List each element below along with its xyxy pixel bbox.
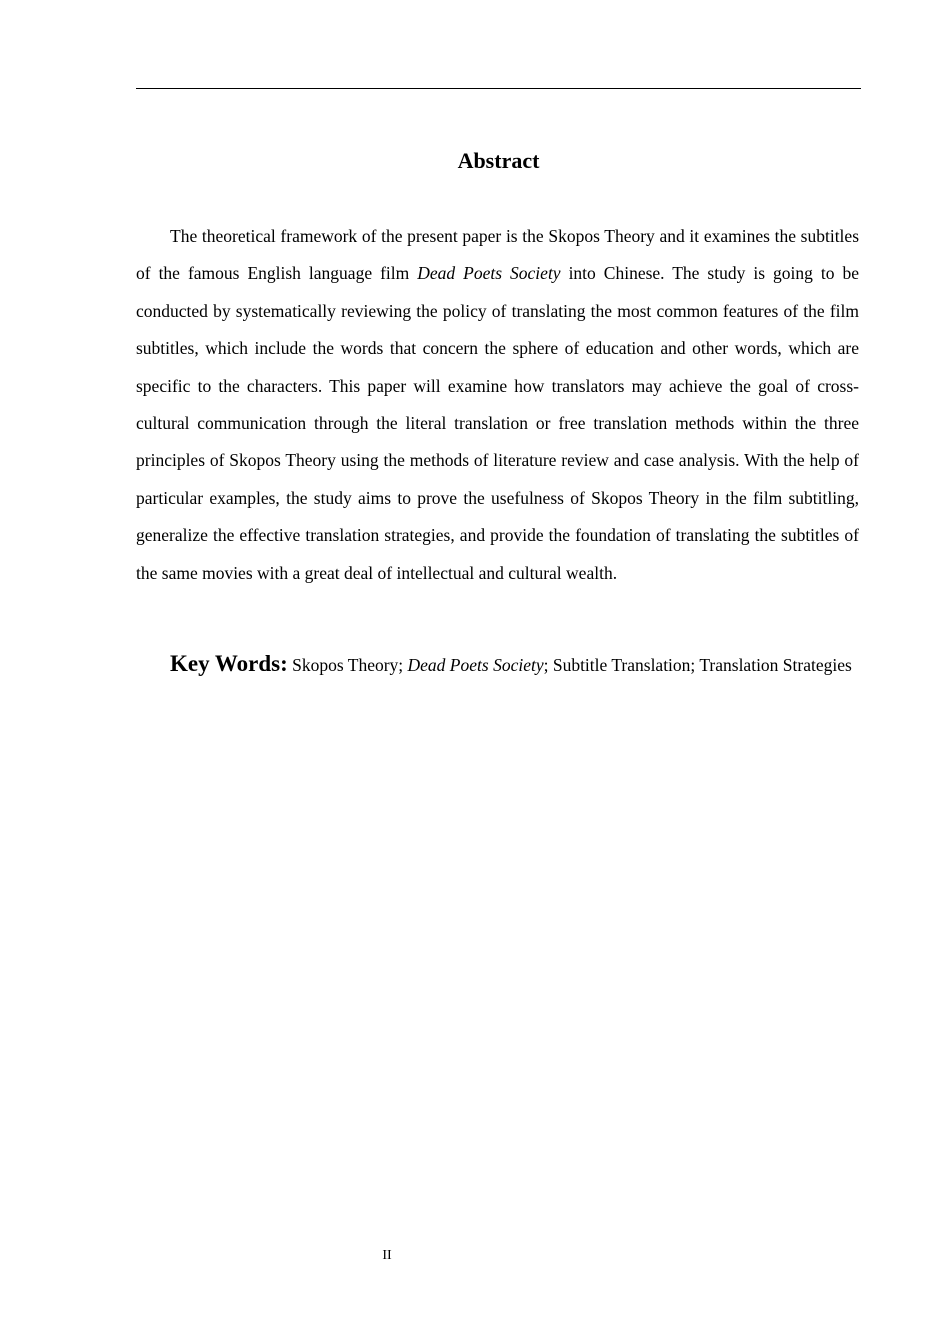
- keywords-after: ; Subtitle Translation; Translation Strategies: [543, 655, 852, 675]
- film-title: Dead Poets Society: [417, 263, 561, 284]
- abstract-text-part-1: The theoretical framework of the present paper is the Skopos Theory and it examines the subtitles of the famous English language film: [136, 226, 859, 284]
- keywords-label: Key Words:: [170, 651, 288, 676]
- abstract-paragraph: [136, 218, 859, 592]
- keywords-before: Skopos Theory;: [287, 655, 408, 675]
- keywords-film-title: Dead Poets Society: [407, 655, 544, 675]
- keywords-paragraph: [136, 640, 859, 689]
- page-title: Abstract: [457, 148, 540, 173]
- abstract-text-part-2: into Chinese. The study is going to be conducted by systematically reviewing the policy of translating the most common features of the film subtitles, which include the words that concern the sphere of education and other words, which are specific to the characters. This paper will examine how translators may achieve the goal of cross-cultural communication through the literal translation or free translation methods within the three principles of Skopos Theory using the methods of literature review and case analysis. With the help of particular examples, the study aims to prove the usefulness of Skopos Theory in the film subtitling, generalize the effective translation strategies, and provide the foundation of translating the subtitles of the same movies with a great deal of intellectual and cultural wealth.: [136, 263, 860, 583]
- header-rule: [136, 88, 861, 89]
- page-number: II: [382, 1248, 392, 1263]
